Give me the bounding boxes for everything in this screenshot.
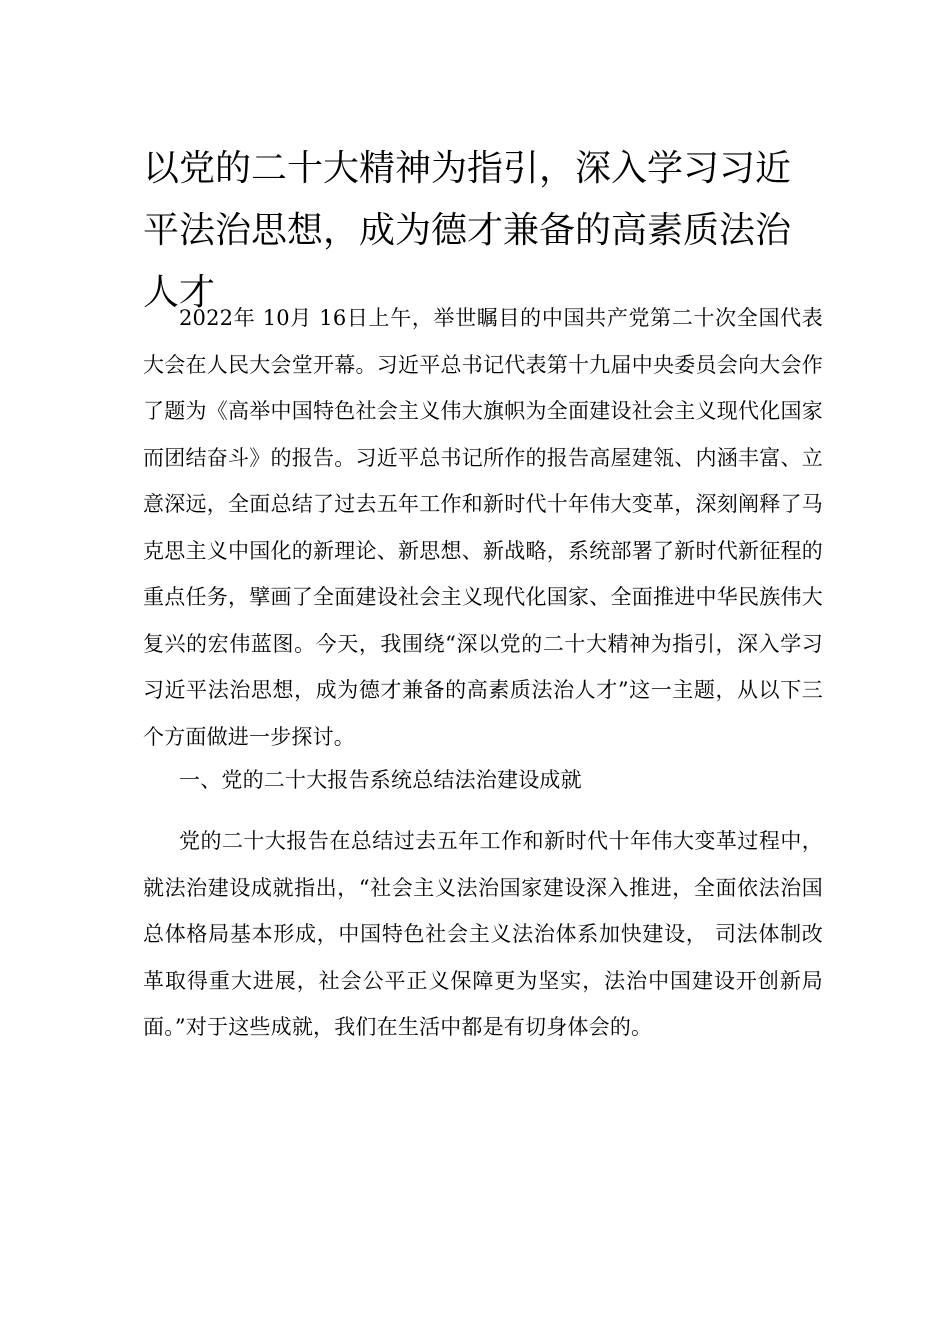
paragraph-section-1: 党的二十大报告在总结过去五年工作和新时代十年伟大变革过程中，就法治建设成就指出，“社会主义法治国家建设深入推进，全面依法治国总体格局基本形成，中国特色社会主义法治体系加快建设， 司法体制改革取得重大进展，社会公平正义保障更为坚实，法治中国建设开创新局面。”对于这些成就，我们在生活中都是有切身体会的。: [143, 829, 823, 1039]
section-heading-1: 一、党的二十大报告系统总结法治建设成就: [179, 768, 582, 792]
document-title: 以党的二十大精神为指引，深入学习习近平法治思想，成为德才兼备的高素质法治人才: [143, 148, 792, 313]
paragraph-intro: 2022年 10月 16日上午，举世瞩目的中国共产党第二十次全国代表大会在人民大会堂开幕。习近平总书记代表第十九届中央委员会向大会作了题为《高举中国特色社会主义伟大旗帜为全面建设社会主义现代化国家而团结奋斗》的报告。习近平总书记所作的报告高屋建瓴、内涵丰富、立意深远，全面总结了过去五年工作和新时代十年伟大变革，深刻阐释了马克思主义中国化的新理论、新思想、新战略，系统部署了新时代新征程的重点任务，擘画了全面建设社会主义现代化国家、全面推进中华民族伟大复兴的宏伟蓝图。今天，我围绕“深以党的二十大精神为指引，深入学习习近平法治思想，成为德才兼备的高素质法治人才”这一主题，从以下三个方面做进一步探讨。: [143, 306, 823, 749]
